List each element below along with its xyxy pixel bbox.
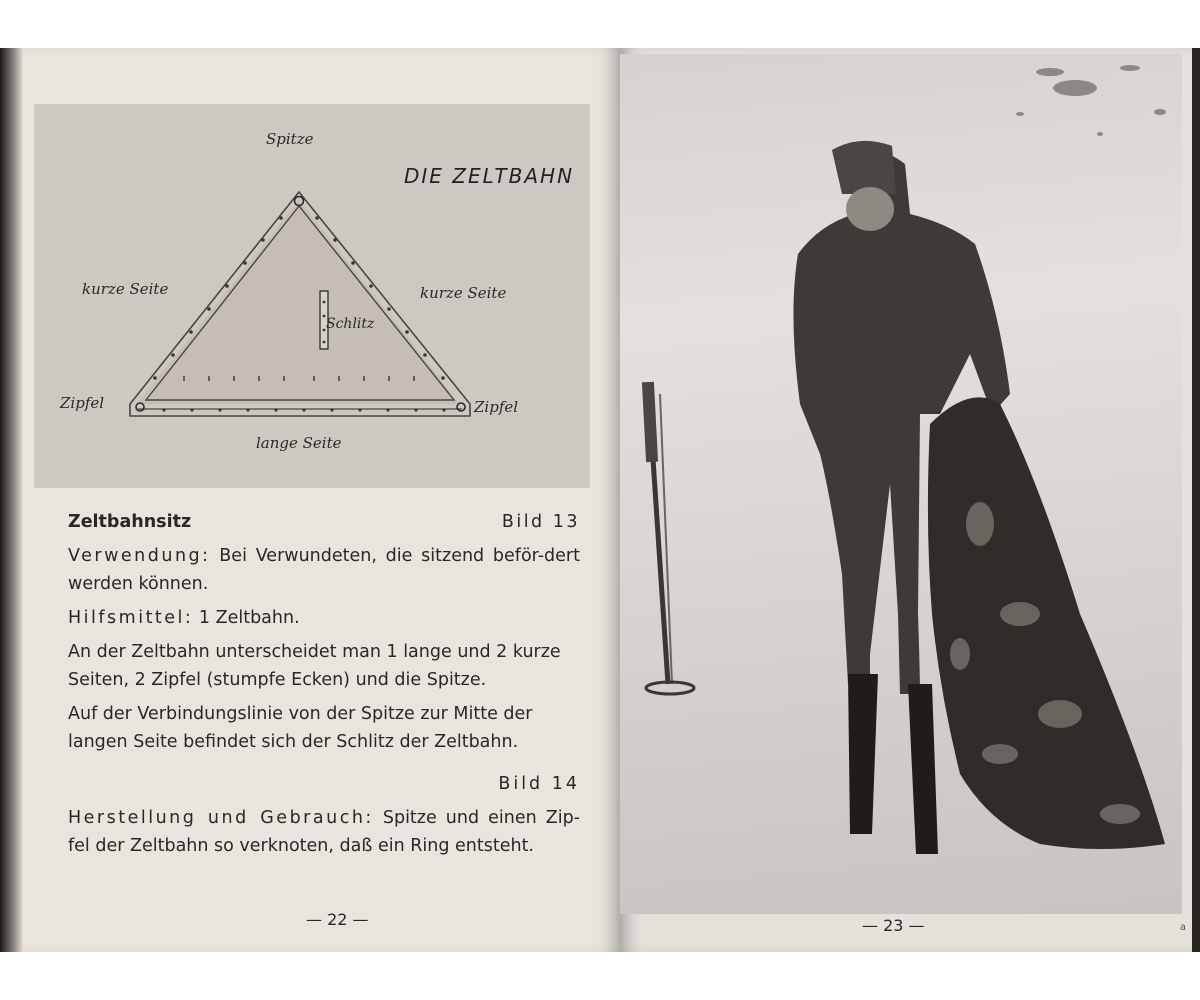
paragraph-2: Auf der Verbindungslinie von der Spitze zur Mitte der langen Seite befindet sich der Schlitz der Zeltbahn. [68, 704, 533, 752]
paragraph-1: An der Zeltbahn unterscheidet man 1 lange und 2 kurze Seiten, 2 Zipfel (stumpfe Ecken) und die Spitze. [68, 642, 561, 690]
label-spitze: Spitze [266, 130, 314, 148]
zeltbahn-diagram [34, 104, 590, 488]
verwendung-paragraph [68, 542, 580, 598]
hilfsmittel-paragraph [68, 604, 580, 632]
section-heading: Zeltbahnsitz [68, 512, 192, 532]
book-edge [0, 48, 22, 952]
body-text [68, 508, 580, 866]
photo-illustration-svg [620, 54, 1182, 914]
soldier-photo [620, 54, 1182, 914]
herstellung-paragraph [68, 804, 580, 860]
hilfsmittel-text: 1 Zeltbahn. [193, 608, 300, 628]
verwendung-label: Verwendung: [68, 546, 211, 566]
hilfsmittel-label: Hilfsmittel: [68, 608, 194, 628]
label-schlitz: Schlitz [326, 316, 375, 332]
label-zipfel-right: Zipfel [474, 398, 519, 416]
figure-ref-13: Bild 13 [501, 512, 580, 532]
diagram-title: DIE ZELTBAHN [404, 164, 575, 188]
page-number-left: — 22 — [306, 910, 369, 929]
figure-ref-14: Bild 14 [498, 774, 580, 794]
verwendung-text: Bei Verwundeten, die sitzend beför-dert werden können. [68, 546, 580, 594]
corner-mark: a [1179, 922, 1186, 933]
label-kurze-seite-left: kurze Seite [82, 280, 169, 298]
herstellung-text: Spitze und einen Zip-fel der Zeltbahn so verknoten, daß ein Ring entsteht. [68, 808, 580, 856]
herstellung-label: Herstellung und Gebrauch: [68, 808, 374, 828]
page-number-right: — 23 — [862, 916, 925, 935]
label-kurze-seite-right: kurze Seite [420, 284, 507, 302]
label-zipfel-left: Zipfel [60, 394, 105, 412]
label-lange-seite: lange Seite [256, 434, 342, 452]
